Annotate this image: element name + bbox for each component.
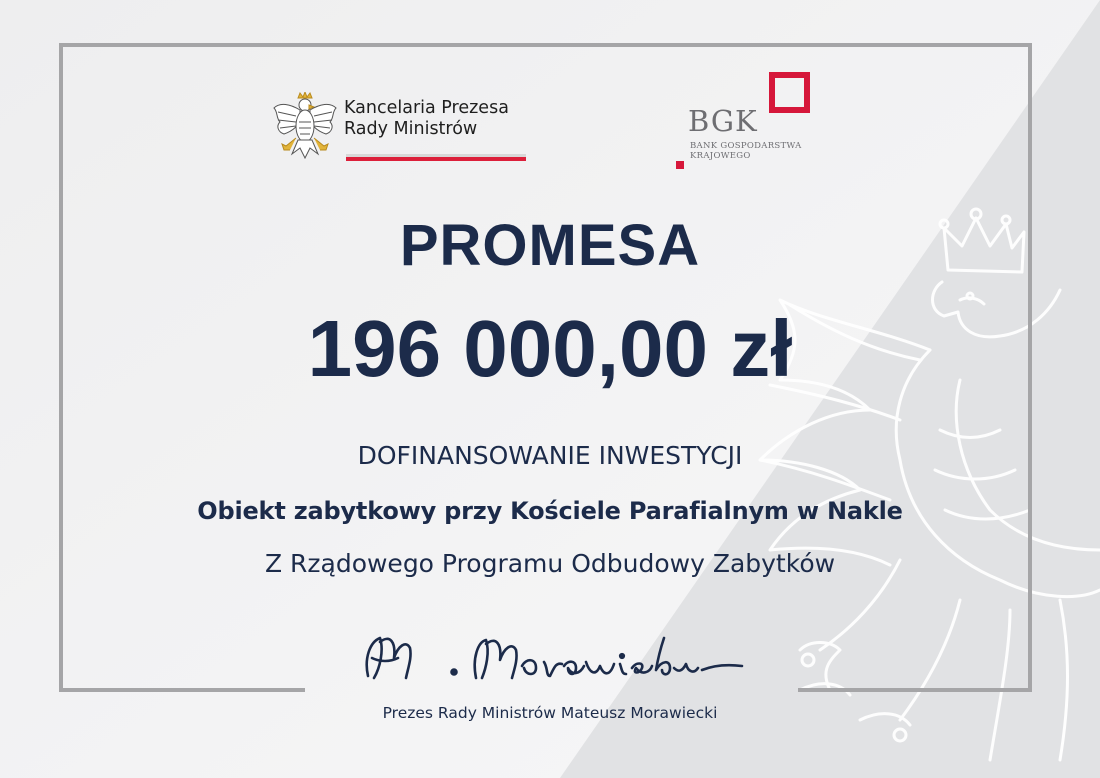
kprm-flag-stripe [346,154,526,161]
promise-amount: 196 000,00 zł [307,304,793,393]
bgk-logo-name: BGK [688,104,758,138]
investment-object: Obiekt zabytkowy przy Kościele Parafialnym w Nakle [197,497,903,525]
white-eagle-emblem-icon [272,92,338,162]
kprm-logo-line2: Rady Ministrów [344,119,478,139]
kprm-logo-line1: Kancelaria Prezesa [344,98,509,118]
bgk-subtitle-line2: KRAJOWEGO [690,151,751,161]
bgk-logo-subtitle [690,141,802,161]
signatory-caption: Prezes Rady Ministrów Mateusz Morawiecki [382,704,718,722]
bgk-subtitle-line1: BANK GOSPODARSTWA [690,141,802,151]
frame-bottom-left-border [59,688,305,692]
handwritten-signature [350,628,750,688]
frame-bottom-right-border [798,688,1032,692]
bgk-square-icon [769,72,810,113]
kprm-logo [272,92,532,164]
frame-top-border [59,43,1032,47]
document-title: PROMESA [399,213,701,278]
bgk-small-square-icon [676,161,684,169]
purpose-text: DOFINANSOWANIE INWESTYCJI [357,441,743,470]
bgk-logo [672,72,822,172]
program-name: Z Rządowego Programu Odbudowy Zabytków [264,549,836,578]
kprm-logo-text [344,98,509,140]
